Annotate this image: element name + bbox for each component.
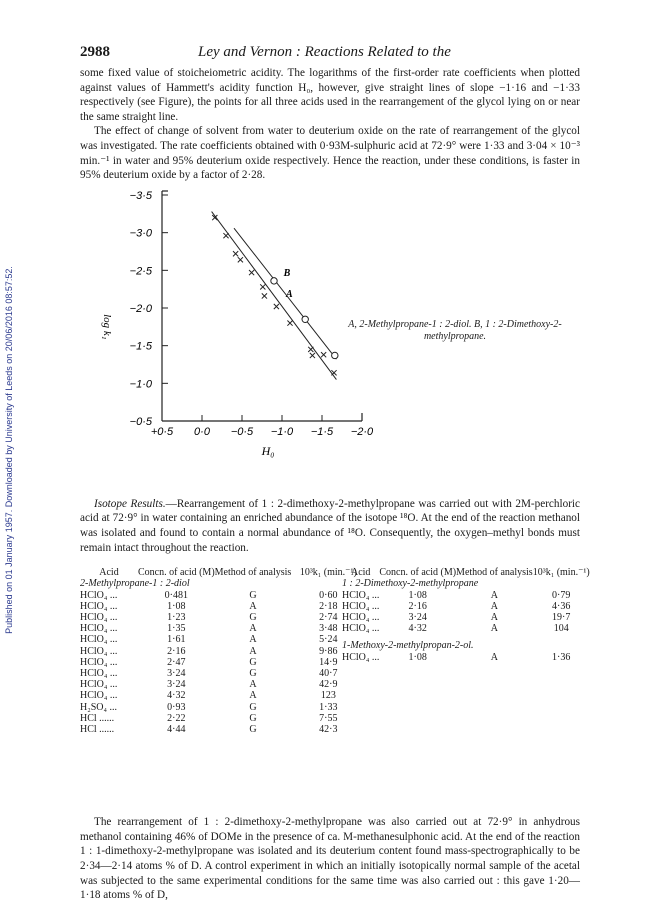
point-A [308,347,313,352]
cell-method: A [249,623,257,635]
table-section-title: 1-Methoxy-2-methylpropan-2-ol. [342,640,474,652]
x-tick-label: −2·0 [350,425,374,438]
cell-method: G [249,656,257,668]
paragraph-4: The rearrangement of 1 : 2-dimethoxy-2-methylpropane was also carried out at 72·9° in anhydrous methanol containing 46% of DOMe in the presence of ca. M-methanesulphonic acid. At the end of the reaction 1 : 1-dimethoxy-2-methylpropane was isolated and its deuterium content found mass-spectrographically to be 2·34—2·14 atoms % of D. A control experiment in which an initially isotopically normal sample of the acetal was subjected to the same experimental conditions for the same time was also carried out : this gave 1·20—1·18 atoms % of D, [80,816,580,902]
page-header [80,44,580,66]
header-method: Method of analysis [456,567,533,579]
cell-method: G [249,589,257,601]
cell-acid: HClO₄ ... [80,645,118,657]
point-A [260,284,265,289]
cell-rate: 2·18 [319,600,338,612]
figure-caption: A, 2-Methylpropane-1 : 2-diol. B, 1 : 2-Dimethoxy-2-methylpropane. [348,318,562,342]
table-header-row [80,567,365,578]
point-A [262,293,267,298]
y-axis-label: log k₁ [101,313,113,340]
download-sidebar [2,150,16,750]
cell-concn: 0·93 [167,701,186,713]
header-concn: Concn. of acid (M) [138,567,215,579]
cell-rate: 19·7 [552,611,571,623]
cell-acid: HClO₄ ... [80,690,118,702]
table-row [80,657,365,668]
header-acid: Acid [350,567,371,579]
y-tick-label: −1·5 [129,340,152,353]
cell-rate: 42·9 [319,679,338,691]
cell-acid: HClO₄ ... [80,600,118,612]
cell-concn: 3·24 [167,679,186,691]
table-header-row [342,567,590,578]
cell-rate: 0·60 [319,589,338,601]
table-right [342,567,590,663]
download-notice: Published on 01 January 1957. Downloaded by University of Leeds on 20/06/2016 08:57:52. [4,266,14,634]
table-row [80,679,365,690]
table-row [80,713,365,724]
cell-method: A [490,623,498,635]
cell-acid: HClO₄ ... [80,679,118,691]
cell-concn: 1·61 [167,634,186,646]
cell-method: A [249,634,257,646]
cell-method: A [249,600,257,612]
cell-method: G [249,712,257,724]
cell-concn: 1·08 [167,600,186,612]
x-tick-label: −0·5 [230,425,254,438]
cell-concn: 4·44 [167,723,186,735]
series-A [212,211,337,379]
header-rate: 10³k₁ (min.⁻¹) [532,567,590,579]
cell-method: G [249,611,257,623]
y-tick-label: −2·0 [129,302,152,315]
header-concn: Concn. of acid (M) [379,567,457,579]
running-title: Ley and Vernon : Reactions Related to the [198,44,451,60]
chart-data [212,211,338,379]
point-B [302,316,308,322]
table-row [80,612,365,623]
point-B [332,352,338,358]
table-row [80,690,365,701]
cell-acid: HClO₄ ... [342,611,380,623]
cell-method: G [249,701,257,713]
cell-concn: 4·32 [167,690,186,702]
paragraph-2: The effect of change of solvent from water to deuterium oxide on the rate of rearrangement of the glycol was investigated. The rate coefficients obtained with 0·93M-sulphuric acid at 72·9° were 1·33 and 3·04 × 10⁻³ min.⁻¹ in water and 95% deuterium oxide respectively. Hence the reaction, under these conditions, is faster in 95% deuterium oxide by a factor of 2·28. [80,125,580,182]
cell-acid: HClO₄ ... [80,667,118,679]
point-B [271,277,277,283]
paper-page [80,44,590,903]
y-tick-label: −3·5 [129,189,152,202]
table-row [80,646,365,657]
x-axis-label: H₀ [261,443,275,458]
cell-rate: 5·24 [319,634,338,646]
cell-rate: 7·55 [319,712,338,724]
cell-acid: HClO₄ ... [80,634,118,646]
point-A [223,233,228,238]
point-A [238,257,243,262]
header-rate: 10³k₁ (min.⁻¹) [299,567,357,579]
cell-concn: 3·24 [408,611,427,623]
cell-method: A [490,589,498,601]
cell-rate: 1·33 [319,701,338,713]
x-tick-label: −1·0 [270,425,294,438]
cell-concn: 3·24 [167,667,186,679]
cell-method: A [249,645,257,657]
series-label-A: A [286,288,293,300]
paragraph-3 [80,497,580,555]
cell-acid: HClO₄ ... [80,611,118,623]
cell-method: A [249,679,257,691]
fit-line-A [212,211,337,379]
cell-acid: HCl ...... [80,723,115,735]
table-row [80,601,365,612]
cell-acid: HClO₄ ... [80,589,118,601]
cell-acid: HClO₄ ... [342,600,380,612]
header-acid: Acid [99,567,119,579]
point-A [249,270,254,275]
table-row [80,724,365,735]
rate-table [80,567,590,815]
chart-axes [101,190,374,458]
y-tick-label: −1·0 [129,378,152,391]
cell-concn: 1·08 [408,651,427,663]
table-row [80,634,365,645]
cell-rate: 14·9 [319,656,338,668]
cell-concn: 1·08 [408,589,427,601]
y-tick-label: −2·5 [129,265,152,278]
point-A [233,251,238,256]
cell-rate: 2·74 [319,611,338,623]
table-row [342,652,590,663]
table-row [80,623,365,634]
cell-acid: HClO₄ ... [80,656,118,668]
cell-rate: 104 [553,623,569,635]
paragraph-3-text: —Rearrangement of 1 : 2-dimethoxy-2-methylpropane was carried out with 2M-perchloric acid at 72·9° in water containing an enriched abundance of the isotope ¹⁸O. At the end of the reaction methanol was isolated and found to contain a normal abundance of ¹⁸O. Consequently, the oxygen–methyl bonds must remain intact throughout the reaction. [80,497,580,554]
cell-acid: HClO₄ ... [342,589,380,601]
point-A [287,320,292,325]
table-row [80,668,365,679]
cell-rate: 3·48 [319,623,338,635]
cell-acid: HClO₄ ... [342,651,380,663]
table-left [80,567,365,735]
cell-rate: 42·3 [319,723,338,735]
x-tick-label: +0·5 [150,425,174,438]
cell-method: G [249,723,257,735]
cell-concn: 1·23 [167,611,186,623]
cell-rate: 1·36 [552,651,571,663]
cell-concn: 2·22 [167,712,186,724]
header-method: Method of analysis [214,567,292,579]
cell-concn: 4·32 [408,623,427,635]
table-row [342,612,590,623]
point-A [331,370,336,375]
x-tick-label: −1·5 [310,425,334,438]
cell-acid: HClO₄ ... [80,623,118,635]
page-number: 2988 [80,44,110,60]
cell-method: A [490,600,498,612]
cell-method: A [249,690,257,702]
table-row [342,590,590,601]
table-row [80,702,365,713]
series-label-B: B [283,267,291,279]
cell-concn: 0·481 [164,589,188,601]
cell-acid: H₂SO₄ ... [80,701,117,713]
cell-rate: 4·36 [552,600,571,612]
cell-method: G [249,667,257,679]
table-row [342,623,590,634]
table-row [80,590,365,601]
cell-rate: 0·79 [552,589,571,601]
isotope-results-heading: Isotope Results. [94,497,166,510]
table-row [342,601,590,612]
y-tick-label: −3·0 [129,227,152,240]
cell-acid: HClO₄ ... [342,623,380,635]
x-tick-label: 0·0 [194,425,210,438]
cell-rate: 9·86 [319,645,338,657]
point-A [310,353,315,358]
cell-rate: 40·7 [319,667,338,679]
point-A [321,352,326,357]
cell-method: A [490,651,498,663]
figure [80,183,580,497]
cell-concn: 2·16 [408,600,427,612]
table-section-title: 2-Methylpropane-1 : 2-diol [80,578,190,590]
cell-acid: HCl ...... [80,712,115,724]
cell-method: A [490,611,498,623]
table-section-title: 1 : 2-Dimethoxy-2-methylpropane [342,578,479,590]
cell-concn: 2·47 [167,656,186,668]
y-tick-label: −0·5 [129,415,152,428]
point-A [274,304,279,309]
cell-concn: 1·35 [167,623,186,635]
paragraph-1: some fixed value of stoicheiometric acidity. The logarithms of the first-order rate coefficients when plotted against values of Hammett's acidity function H₀, however, give straight lines of slope −1·16 and −1·33 respectively (see Figure), the points for all three acids used in the rearrangement of the glycol lying on or near the same straight line. [80,67,580,123]
cell-rate: 123 [320,690,336,702]
cell-concn: 2·16 [167,645,186,657]
